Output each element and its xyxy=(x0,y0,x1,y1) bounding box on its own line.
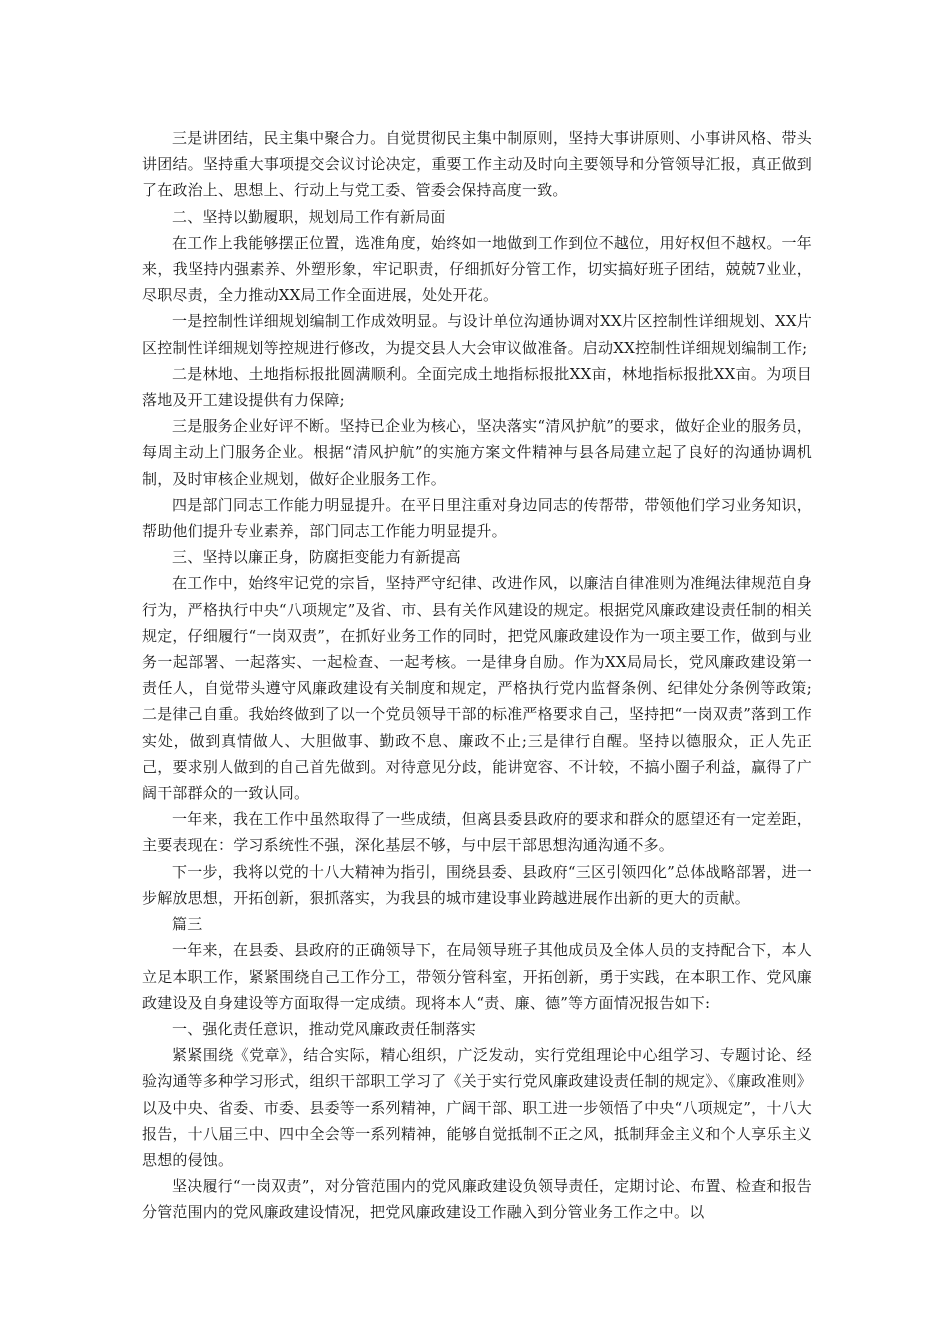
paragraph: 一年来，我在工作中虽然取得了一些成绩，但离县委县政府的要求和群众的愿望还有一定差距，主要表现在：学习系统性不强，深化基层不够，与中层干部思想沟通沟通不多。 xyxy=(142,810,812,855)
section-heading: 二、坚持以勤履职，规划局工作有新局面 xyxy=(172,207,446,226)
paragraph: 三是服务企业好评不断。坚持已企业为核心，坚决落实“清风护航”的要求，做好企业的服务员，每周主动上门服务企业。根据“清风护航”的实施方案文件精神与县各局建立起了良好的沟通协调机制，及时审核企业规划，做好企业服务工作。 xyxy=(142,417,812,488)
paragraph: 下一步，我将以党的十八大精神为指引，围绕县委、县政府“三区引领四化”总体战略部署，进一步解放思想，开拓创新，狠抓落实，为我县的城市建设事业跨越进展作出新的更大的贡献。 xyxy=(142,862,812,907)
paragraph: 在工作中，始终牢记党的宗旨，坚持严守纪律、改进作风，以廉洁自律准则为准绳法律规范自身行为，严格执行中央“八项规定”及省、市、县有关作风建设的规定。根据党风廉政建设责任制的相关规定，仔细履行“一岗双责”，在抓好业务工作的同时，把党风廉政建设作为一项主要工作，做到与业务一起部署、一起落实、一起检查、一起考核。一是律身自励。作为XX局局长，党风廉政建设第一责任人，自觉带头遵守风廉政建设有关制度和规定，严格执行党内监督条例、纪律处分条例等政策;二是律己自重。我始终做到了以一个党员领导干部的标准严格要求自己，坚持把“一岗双责”落到工作实处，做到真情做人、大胆做事、勤政不息、廉政不止;三是律行自醒。坚持以德服众，正人先正己，要求别人做到的自己首先做到。对待意见分歧，能讲宽容、不计较，不搞小圈子利益，赢得了广阔干部群众的一致认同。 xyxy=(142,574,812,803)
paragraph: 一年来，在县委、县政府的正确领导下，在局领导班子其他成员及全体人员的支持配合下，本人立足本职工作，紧紧围绕自己工作分工，带领分管科室，开拓创新，勇于实践，在本职工作、党风廉政建设及自身建设等方面取得一定成绩。现将本人“责、廉、德”等方面情况报告如下: xyxy=(142,941,812,1012)
paragraph: 紧紧围绕《党章》，结合实际，精心组织，广泛发动，实行党组理论中心组学习、专题讨论、经验沟通等多种学习形式，组织干部职工学习了《关于实行党风廉政建设责任制的规定》、《廉政准则》以及中央、省委、市委、县委等一系列精神，广阔干部、职工进一步领悟了中央“八项规定”，十八大报告，十八届三中、四中全会等一系列精神，能够自觉抵制不正之风，抵制拜金主义和个人享乐主义思想的侵蚀。 xyxy=(142,1046,812,1169)
paragraph: 三是讲团结，民主集中聚合力。自觉贯彻民主集中制原则，坚持大事讲原则、小事讲风格、带头讲团结。坚持重大事项提交会议讨论决定，重要工作主动及时向主要领导和分管领导汇报，真正做到了在政治上、思想上、行动上与党工委、管委会保持高度一致。 xyxy=(142,129,812,200)
section-heading: 一、强化责任意识，推动党风廉政责任制落实 xyxy=(172,1019,477,1038)
paragraph: 坚决履行“一岗双责”，对分管范围内的党风廉政建设负领导责任，定期讨论、布置、检查和报告分管范围内的党风廉政建设情况，把党风廉政建设工作融入到分管业务工作之中。以 xyxy=(142,1177,812,1222)
paragraph: 二是林地、土地指标报批圆满顺利。全面完成土地指标报批XX亩，林地指标报批XX亩。为项目落地及开工建设提供有力保障; xyxy=(142,364,812,410)
document-body xyxy=(142,125,812,1226)
paragraph: 在工作上我能够摆正位置，选准角度，始终如一地做到工作到位不越位，用好权但不越权。一年来，我坚持内强素养、外塑形象，牢记职责，仔细抓好分管工作，切实搞好班子团结，兢兢7业业，尽职尽责，全力推动XX局工作全面进展，处处开花。 xyxy=(142,233,812,305)
section-heading: 三、坚持以廉正身，防腐拒变能力有新提高 xyxy=(172,548,461,567)
paragraph: 四是部门同志工作能力明显提升。在平日里注重对身边同志的传帮带，带领他们学习业务知识，帮助他们提升专业素养，部门同志工作能力明显提升。 xyxy=(142,495,812,541)
part-title: 篇三 xyxy=(172,915,203,934)
paragraph: 一是控制性详细规划编制工作成效明显。与设计单位沟通协调对XX片区控制性详细规划、XX片区控制性详细规划等控规进行修改，为提交县人大会审议做准备。启动XX控制性详细规划编制工作; xyxy=(142,312,812,357)
